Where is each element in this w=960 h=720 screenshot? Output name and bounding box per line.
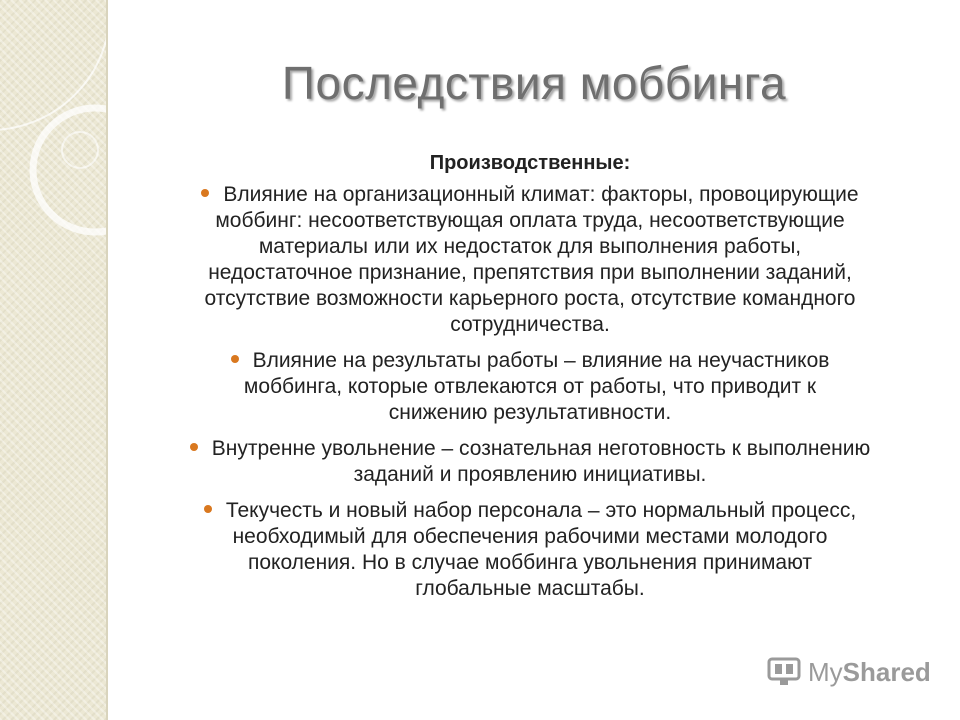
bullet-dot-icon: [201, 189, 209, 197]
bullet-dot-icon: [231, 355, 239, 363]
bullet-item: Внутренне увольнение – сознательная неготовность к выполнению заданий и проявлению инициативы.: [120, 436, 940, 488]
subheading: Производственные:: [429, 152, 631, 174]
myshared-logo-icon: [766, 656, 802, 688]
watermark-text: MyShared: [808, 656, 931, 687]
myshared-watermark: [766, 652, 931, 692]
decorative-circles: [0, 0, 106, 720]
decorative-side-panel: [0, 0, 106, 720]
bullet-item: Текучесть и новый набор персонала – это нормальный процесс, необходимый для обеспечения рабочими местами молодого поколения. Но в случае моббинга увольнения принимают глобальные масштабы.: [120, 498, 940, 602]
slide-title: Последствия моббинга: [281, 57, 787, 109]
slide-content: [120, 150, 940, 612]
bullet-item: Влияние на организационный климат: факторы, провоцирующие моббинг: несоответствующая оплата труда, несоответствующие материалы или их недостаток для выполнения работы, недостаточное признание, препятствия при выполнении заданий, отсутствие возможности карьерного роста, отсутствие командного сотрудничества.: [120, 182, 940, 338]
bullet-dot-icon: [204, 505, 212, 513]
bullet-dot-icon: [190, 443, 198, 451]
bullet-item: Влияние на результаты работы – влияние на неучастников моббинга, которые отвлекаются от работы, что приводит к снижению результативности.: [120, 348, 940, 426]
